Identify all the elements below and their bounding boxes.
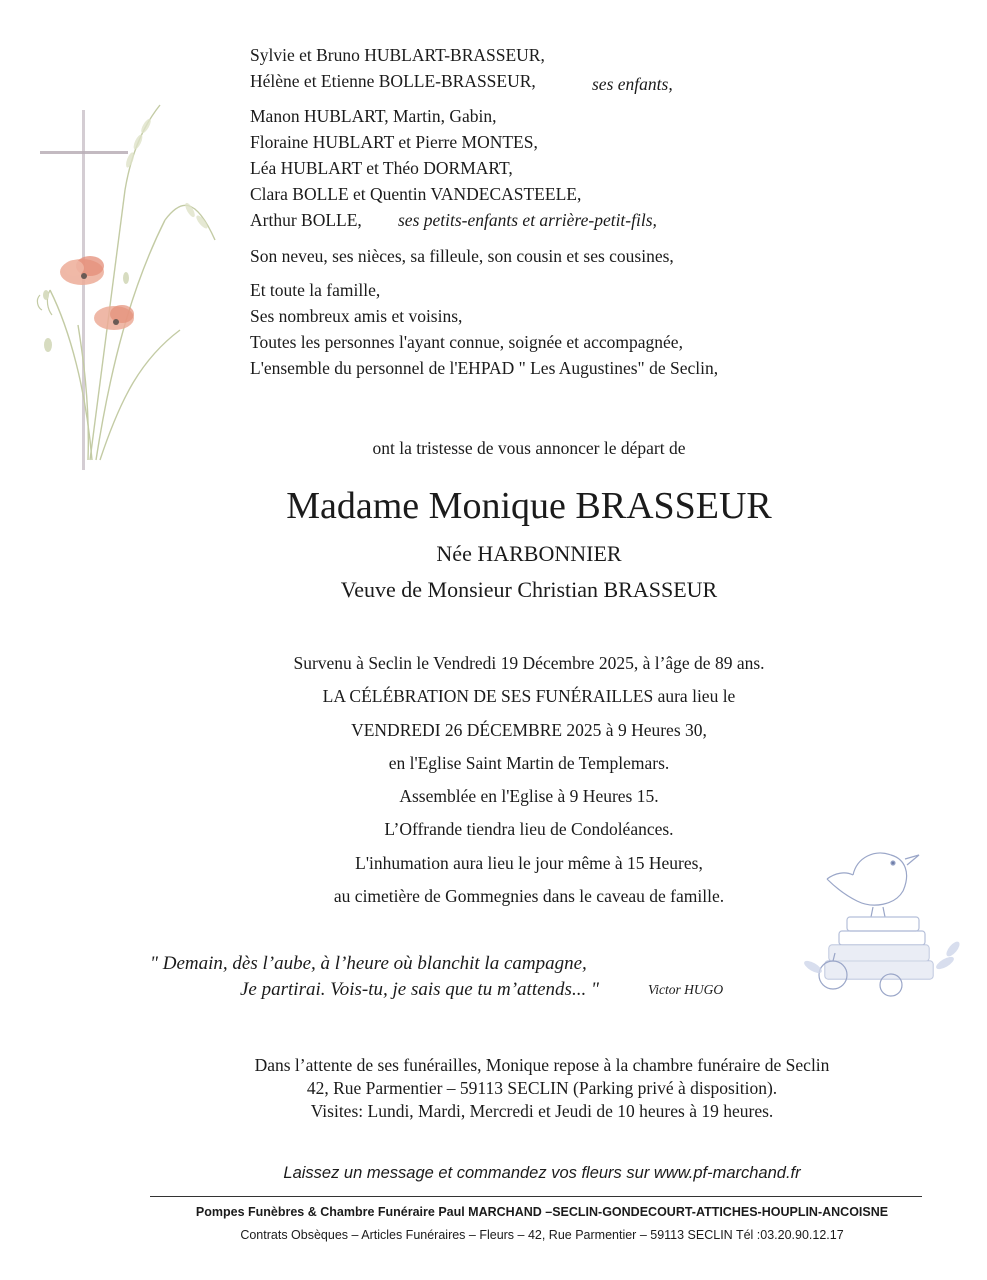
- footer-company: Pompes Funèbres & Chambre Funéraire Paul MARCHAND –SECLIN-GONDECOURT-ATTICHES-HOUPLIN-ANCOISNE: [195, 1205, 889, 1219]
- birth-name: Née HARBONNIER: [436, 541, 622, 566]
- cross-icon: [40, 110, 128, 470]
- bird-books-illustration: [795, 835, 965, 1005]
- grandchild-line: Manon HUBLART, Martin, Gabin,: [250, 106, 497, 126]
- grandchildren-note: ses petits-enfants et arrière-petit-fils,: [398, 210, 657, 230]
- grandchild-line: Floraine HUBLART et Pierre MONTES,: [250, 132, 538, 152]
- detail-line: LA CÉLÉBRATION DE SES FUNÉRAILLES aura lieu le: [322, 686, 736, 707]
- detail-line: VENDREDI 26 DÉCEMBRE 2025 à 9 Heures 30,: [351, 719, 707, 740]
- detail-line: L'inhumation aura lieu le jour même à 15 Heures,: [355, 852, 703, 873]
- children-note: ses enfants,: [592, 74, 673, 94]
- detail-line: Assemblée en l'Eglise à 9 Heures 15.: [399, 786, 659, 807]
- footer-divider: [150, 1196, 922, 1197]
- family-child-line: Hélène et Etienne BOLLE-BRASSEUR,: [250, 71, 536, 91]
- quote-line-2: Je partirai. Vois-tu, je sais que tu m’attends... ": [240, 979, 599, 1000]
- poppy-icon: [60, 256, 104, 285]
- announcement: ont la tristesse de vous annoncer le départ de: [372, 438, 686, 458]
- detail-line: L’Offrande tiendra lieu de Condoléances.: [384, 819, 674, 840]
- relatives-line: Son neveu, ses nièces, sa filleule, son cousin et ses cousines,: [250, 246, 674, 266]
- detail-line: au cimetière de Gommegnies dans le caveau de famille.: [333, 886, 725, 907]
- cross-poppies-illustration: [30, 100, 270, 480]
- grandchild-line: Clara BOLLE et Quentin VANDECASTEELE,: [250, 184, 582, 204]
- family-child-line: Sylvie et Bruno HUBLART-BRASSEUR,: [250, 45, 545, 65]
- quote-line-1: " Demain, dès l’aube, à l’heure où blanchit la campagne,: [150, 953, 587, 974]
- footer-services: Contrats Obsèques – Articles Funéraires – Fleurs – 42, Rue Parmentier – 59113 SECLIN Tél :03.20.90.12.17: [240, 1228, 844, 1242]
- others-line: L'ensemble du personnel de l'EHPAD " Les Augustines" de Seclin,: [250, 358, 719, 378]
- widow-of: Veuve de Monsieur Christian BRASSEUR: [340, 577, 718, 602]
- quote-author: Victor HUGO: [648, 982, 724, 997]
- grandchild-line: Arthur BOLLE,: [250, 210, 362, 230]
- deceased-name: Madame Monique BRASSEUR: [286, 485, 772, 527]
- grandchild-line: Léa HUBLART et Théo DORMART,: [250, 158, 513, 178]
- others-line: Et toute la famille,: [250, 280, 381, 300]
- detail-line: en l'Eglise Saint Martin de Templemars.: [388, 752, 670, 773]
- poppy-icon: [94, 305, 134, 330]
- visitation-line: Visites: Lundi, Mardi, Mercredi et Jeudi de 10 heures à 19 heures.: [310, 1101, 774, 1121]
- bird-icon: [827, 853, 919, 917]
- detail-line: Survenu à Seclin le Vendredi 19 Décembre 2025, à l’âge de 89 ans.: [293, 653, 765, 673]
- visitation-line: Dans l’attente de ses funérailles, Monique repose à la chambre funéraire de Seclin: [254, 1055, 830, 1075]
- others-line: Toutes les personnes l'ayant connue, soignée et accompagnée,: [250, 332, 683, 352]
- visitation-info: [0, 1054, 987, 1123]
- visitation-line: 42, Rue Parmentier – 59113 SECLIN (Parking privé à disposition).: [306, 1078, 778, 1098]
- others-line: Ses nombreux amis et voisins,: [250, 306, 463, 326]
- message-line: Laissez un message et commandez vos fleurs sur www.pf-marchand.fr: [283, 1164, 801, 1182]
